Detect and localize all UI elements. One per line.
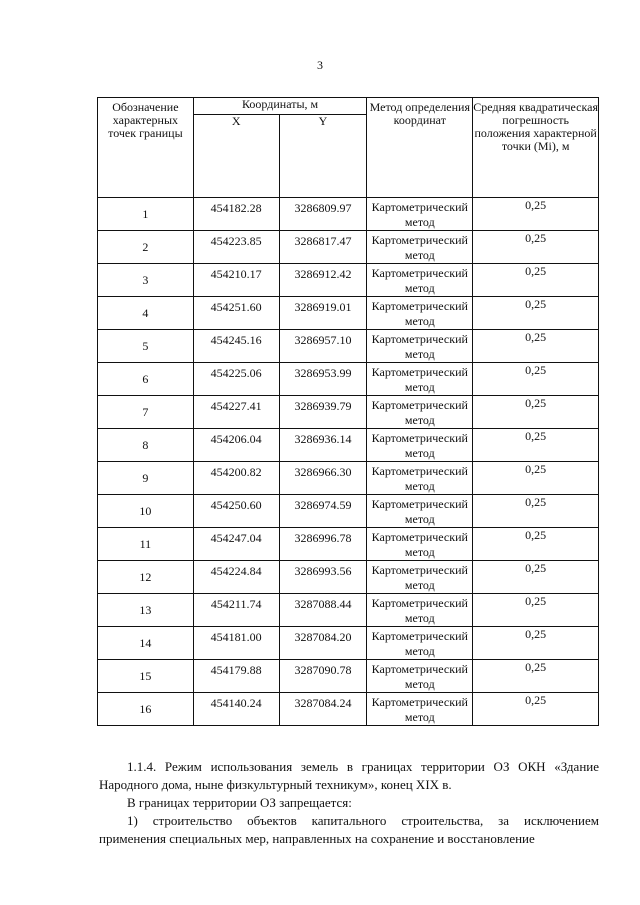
y-coordinate-cell: 3287090.78: [279, 660, 367, 693]
error-cell: 0,25: [473, 198, 599, 231]
y-coordinate-cell: 3286974.59: [279, 495, 367, 528]
header-coordinates: Координаты, м: [193, 98, 367, 115]
error-cell: 0,25: [473, 363, 599, 396]
method-cell: Картометрический метод: [367, 693, 473, 726]
page-number: 3: [317, 58, 323, 72]
method-cell: Картометрический метод: [367, 396, 473, 429]
method-cell: Картометрический метод: [367, 330, 473, 363]
method-cell: Картометрический метод: [367, 198, 473, 231]
point-number-cell: 2: [98, 231, 194, 264]
table-row: [98, 231, 599, 264]
x-coordinate-cell: 454140.24: [193, 693, 279, 726]
method-cell: Картометрический метод: [367, 528, 473, 561]
x-coordinate-cell: 454223.85: [193, 231, 279, 264]
point-number-cell: 1: [98, 198, 194, 231]
point-number-cell: 16: [98, 693, 194, 726]
y-coordinate-cell: 3286912.42: [279, 264, 367, 297]
method-cell: Картометрический метод: [367, 594, 473, 627]
y-coordinate-cell: 3287084.20: [279, 627, 367, 660]
x-coordinate-cell: 454225.06: [193, 363, 279, 396]
table-row: [98, 693, 599, 726]
y-coordinate-cell: 3287088.44: [279, 594, 367, 627]
header-point-designation: Обозначение характерных точек границы: [98, 98, 194, 198]
point-number-cell: 14: [98, 627, 194, 660]
header-x: X: [193, 115, 279, 198]
point-number-cell: 10: [98, 495, 194, 528]
y-coordinate-cell: 3286953.99: [279, 363, 367, 396]
x-coordinate-cell: 454245.16: [193, 330, 279, 363]
error-cell: 0,25: [473, 462, 599, 495]
point-number-cell: 13: [98, 594, 194, 627]
error-cell: 0,25: [473, 264, 599, 297]
table-row: [98, 330, 599, 363]
method-cell: Картометрический метод: [367, 429, 473, 462]
point-number-cell: 9: [98, 462, 194, 495]
error-cell: 0,25: [473, 429, 599, 462]
error-cell: 0,25: [473, 594, 599, 627]
x-coordinate-cell: 454211.74: [193, 594, 279, 627]
error-cell: 0,25: [473, 561, 599, 594]
table-row: [98, 462, 599, 495]
x-coordinate-cell: 454181.00: [193, 627, 279, 660]
paragraph-prohibited: В границах территории ОЗ запрещается:: [127, 795, 352, 810]
error-cell: 0,25: [473, 660, 599, 693]
table-row: [98, 198, 599, 231]
point-number-cell: 11: [98, 528, 194, 561]
point-number-cell: 15: [98, 660, 194, 693]
method-cell: Картометрический метод: [367, 363, 473, 396]
point-number-cell: 3: [98, 264, 194, 297]
error-cell: 0,25: [473, 297, 599, 330]
header-y: Y: [279, 115, 367, 198]
method-cell: Картометрический метод: [367, 627, 473, 660]
point-number-cell: 7: [98, 396, 194, 429]
paragraph-regime: 1.1.4. Режим использования земель в границах территории ОЗ ОКН «Здание Народного дома, ныне физкультурный техникум», конец XIX в.: [99, 759, 599, 792]
table-body: [98, 198, 599, 726]
error-cell: 0,25: [473, 495, 599, 528]
table-row: [98, 264, 599, 297]
method-cell: Картометрический метод: [367, 297, 473, 330]
table-row: [98, 594, 599, 627]
method-cell: Картометрический метод: [367, 264, 473, 297]
y-coordinate-cell: 3286936.14: [279, 429, 367, 462]
table-row: [98, 396, 599, 429]
y-coordinate-cell: 3286919.01: [279, 297, 367, 330]
x-coordinate-cell: 454179.88: [193, 660, 279, 693]
y-coordinate-cell: 3286996.78: [279, 528, 367, 561]
x-coordinate-cell: 454200.82: [193, 462, 279, 495]
x-coordinate-cell: 454247.04: [193, 528, 279, 561]
error-cell: 0,25: [473, 528, 599, 561]
x-coordinate-cell: 454250.60: [193, 495, 279, 528]
error-cell: 0,25: [473, 231, 599, 264]
x-coordinate-cell: 454224.84: [193, 561, 279, 594]
body-text: [99, 758, 599, 848]
x-coordinate-cell: 454251.60: [193, 297, 279, 330]
coordinates-table: [97, 97, 599, 726]
point-number-cell: 5: [98, 330, 194, 363]
table-row: [98, 627, 599, 660]
y-coordinate-cell: 3286809.97: [279, 198, 367, 231]
error-cell: 0,25: [473, 627, 599, 660]
point-number-cell: 8: [98, 429, 194, 462]
point-number-cell: 12: [98, 561, 194, 594]
x-coordinate-cell: 454210.17: [193, 264, 279, 297]
point-number-cell: 4: [98, 297, 194, 330]
y-coordinate-cell: 3286939.79: [279, 396, 367, 429]
error-cell: 0,25: [473, 330, 599, 363]
method-cell: Картометрический метод: [367, 231, 473, 264]
y-coordinate-cell: 3286817.47: [279, 231, 367, 264]
x-coordinate-cell: 454182.28: [193, 198, 279, 231]
table-row: [98, 495, 599, 528]
table-row: [98, 660, 599, 693]
y-coordinate-cell: 3287084.24: [279, 693, 367, 726]
method-cell: Картометрический метод: [367, 495, 473, 528]
paragraph-item-1: 1) строительство объектов капитального строительства, за исключением применения специальных мер, направленных на сохранение и восстановление: [99, 813, 599, 846]
method-cell: Картометрический метод: [367, 561, 473, 594]
table-row: [98, 528, 599, 561]
point-number-cell: 6: [98, 363, 194, 396]
x-coordinate-cell: 454206.04: [193, 429, 279, 462]
header-error: Средняя квадратическая погрешность положения характерной точки (Mi), м: [473, 98, 599, 198]
table-row: [98, 561, 599, 594]
error-cell: 0,25: [473, 396, 599, 429]
table-row: [98, 297, 599, 330]
y-coordinate-cell: 3286966.30: [279, 462, 367, 495]
x-coordinate-cell: 454227.41: [193, 396, 279, 429]
method-cell: Картометрический метод: [367, 462, 473, 495]
table-row: [98, 429, 599, 462]
error-cell: 0,25: [473, 693, 599, 726]
header-method: Метод определения координат: [367, 98, 473, 198]
table-row: [98, 363, 599, 396]
method-cell: Картометрический метод: [367, 660, 473, 693]
y-coordinate-cell: 3286957.10: [279, 330, 367, 363]
y-coordinate-cell: 3286993.56: [279, 561, 367, 594]
